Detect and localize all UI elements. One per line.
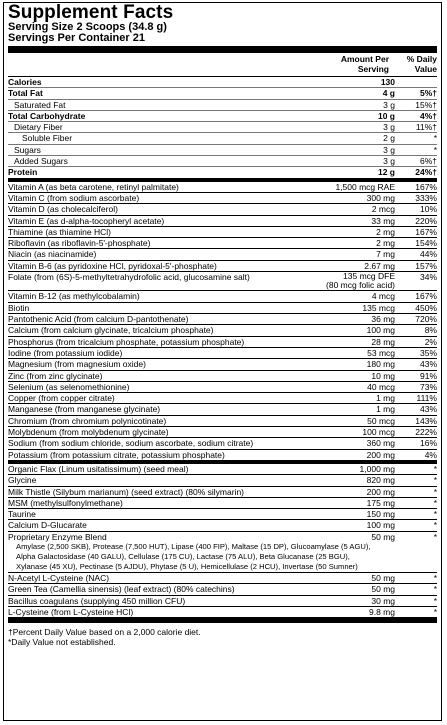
ingredient-row [8, 607, 437, 618]
vitamin-name: Niacin (as niacinamide) [8, 249, 97, 260]
ingredient-dv: * [433, 520, 437, 531]
macro-row [8, 100, 437, 111]
mineral-dv: 111% [416, 393, 437, 404]
macro-name: Sugars [14, 144, 41, 155]
mineral-amt: 180 mg [366, 359, 395, 370]
ingredient-name: Bacillus coagulans (supplying 450 million CFU) [8, 595, 186, 606]
mineral-name: Molybdenum (from molybdenum glycinate) [8, 427, 169, 438]
ingredient-amt: 50 mg [371, 572, 395, 583]
vitamin-name: Vitamin D (as cholecalciferol) [8, 204, 118, 215]
mineral-dv: 16% [419, 438, 437, 449]
mineral-row [8, 359, 437, 370]
vitamin-dv: 44% [419, 249, 437, 260]
ingredient-row [8, 487, 437, 498]
macro-dv: * [433, 144, 437, 155]
vitamin-row [8, 238, 437, 249]
macro-name: Calories [8, 77, 42, 87]
amount-per-serving-header: Amount Per Serving [340, 54, 389, 74]
macro-amt: 10 g [377, 110, 395, 121]
mineral-dv: 450% [415, 302, 437, 313]
vitamin-amt: 2 mg [376, 226, 395, 237]
mineral-row [8, 371, 437, 382]
vitamin-dv: 167% [415, 226, 437, 237]
macro-amt: 3 g [383, 99, 395, 110]
mineral-dv: 4% [424, 449, 437, 460]
ingredient-name: Green Tea (Camellia sinensis) (leaf extract) (80% catechins) [8, 584, 235, 595]
ingredient-name: Organic Flax (Linum usitatissimum) (seed meal) [8, 463, 189, 474]
macro-row [8, 88, 437, 99]
ingredient-row [8, 464, 437, 475]
mineral-name: Magnesium (from magnesium oxide) [8, 359, 146, 370]
ingredient-dv: * [433, 584, 437, 595]
daily-value-header: % Daily Value [406, 54, 437, 74]
ingredient-name: L-Cysteine (from L-Cysteine HCl) [8, 606, 134, 617]
ingredient-amt: 100 mg [366, 520, 395, 531]
mineral-dv: 2% [424, 336, 437, 347]
mineral-dv: 143% [415, 415, 437, 426]
vitamin-name: Riboflavin (as riboflavin-5'-phosphate) [8, 238, 151, 249]
ingredient-dv: * [433, 497, 437, 508]
thick-rule [8, 46, 437, 53]
mineral-amt: 100 mcg [362, 427, 395, 438]
ingredient-amt: 200 mg [366, 486, 395, 497]
supplement-facts-panel [3, 2, 442, 721]
mineral-row [8, 427, 437, 438]
mineral-name: Potassium (from potassium citrate, potassium phosphate) [8, 449, 225, 460]
column-header [8, 53, 437, 77]
mineral-amt: 135 mcg [362, 302, 395, 313]
footnote-not-established: *Daily Value not established. [8, 637, 116, 648]
ingredient-name: Taurine [8, 509, 36, 520]
mineral-row [8, 337, 437, 348]
ingredient-row [8, 520, 437, 531]
mineral-name: Pantothenic Acid (from calcium D-pantothenate) [8, 314, 189, 325]
macro-name: Saturated Fat [14, 99, 66, 110]
vitamin-name: Thiamine (as thiamine HCl) [8, 226, 111, 237]
vitamin-row [8, 227, 437, 238]
vitamin-amt: 2.67 mg [364, 260, 395, 271]
mineral-amt: 10 mg [371, 370, 395, 381]
mineral-row [8, 291, 437, 302]
vitamin-name: Vitamin B-6 (as pyridoxine HCl, pyridoxal-5'-phosphate) [8, 260, 217, 271]
mineral-name: Iodine (from potassium iodide) [8, 347, 123, 358]
vitamin-amt: 2 mg [376, 238, 395, 249]
vitamin-dv: 220% [415, 215, 437, 226]
mineral-amt: 1 mg [376, 393, 395, 404]
macro-amt: 2 g [383, 133, 395, 144]
ingredient-row [8, 475, 437, 486]
ingredient-dv: * [433, 475, 437, 486]
enzyme-blend-row: Proprietary Enzyme Blend 50 mg * [8, 531, 437, 542]
macro-amt: 12 g [377, 167, 395, 178]
vitamin-row [8, 204, 437, 215]
mineral-dv: 43% [419, 404, 437, 415]
ingredient-dv: * [433, 486, 437, 497]
mineral-amt: 1 mg [376, 404, 395, 415]
ingredient-name: Milk Thistle (Silybum marianum) (seed extract) (80% silymarin) [8, 486, 245, 497]
vitamin-amt: 33 mg [371, 215, 395, 226]
macro-name: Dietary Fiber [14, 122, 63, 133]
macro-section [8, 77, 437, 178]
footnotes [8, 623, 437, 647]
macro-amt: 130 [380, 77, 395, 87]
mineral-row [8, 416, 437, 427]
macro-amt: 3 g [383, 122, 395, 133]
vitamin-dv: 157% [415, 260, 437, 271]
vitamin-dv: 154% [415, 238, 437, 249]
macro-name: Protein [8, 167, 38, 178]
ingredient-dv: * [433, 606, 437, 617]
other-ingredients-section-2 [8, 573, 437, 618]
macro-name: Total Carbohydrate [8, 110, 86, 121]
ingredient-row [8, 584, 437, 595]
mineral-row [8, 382, 437, 393]
macro-dv: 11%† [415, 122, 437, 133]
ingredient-dv: * [433, 463, 437, 474]
mineral-section [8, 291, 437, 460]
mineral-row [8, 303, 437, 314]
mineral-name: Copper (from copper citrate) [8, 393, 115, 404]
macro-dv: 15%† [415, 99, 437, 110]
mineral-name: Chromium (from chromium polynicotinate) [8, 415, 167, 426]
vitamin-row [8, 182, 437, 193]
serving-size: Serving Size 2 Scoops (34.8 g) [8, 21, 167, 33]
mineral-amt: 40 mcg [367, 381, 395, 392]
vitamin-name: Vitamin E (as d-alpha-tocopheryl acetate) [8, 215, 165, 226]
macro-name: Added Sugars [14, 156, 68, 167]
vitamin-amt: 300 mg [366, 192, 395, 203]
ingredient-dv: * [433, 595, 437, 606]
ingredient-name: Glycine [8, 475, 37, 486]
mineral-dv: 35% [419, 347, 437, 358]
macro-row [8, 167, 437, 177]
ingredient-dv: * [433, 572, 437, 583]
macro-amt: 3 g [383, 144, 395, 155]
ingredient-amt: 50 mg [371, 584, 395, 595]
vitamin-name: Vitamin C (from sodium ascorbate) [8, 192, 140, 203]
mineral-amt: 36 mg [371, 314, 395, 325]
mineral-name: Vitamin B-12 (as methylcobalamin) [8, 291, 140, 302]
vitamin-row [8, 193, 437, 204]
mineral-dv: 222% [415, 427, 437, 438]
vitamin-name: Vitamin A (as beta carotene, retinyl palmitate) [8, 181, 179, 192]
macro-dv: 6%† [419, 156, 437, 167]
mineral-name: Selenium (as selenomethionine) [8, 381, 130, 392]
ingredient-row [8, 573, 437, 584]
servings-per-container: Servings Per Container 21 [8, 32, 145, 44]
macro-row [8, 133, 437, 144]
footnote-dv: †Percent Daily Value based on a 2,000 calorie diet. [8, 627, 201, 638]
ingredient-row [8, 596, 437, 607]
ingredient-name: MSM (methylsulfonylmethane) [8, 497, 123, 508]
mineral-name: Calcium (from calcium glycinate, tricalcium phosphate) [8, 325, 214, 336]
folate-row: Folate (from (6S)-5-methyltetrahydrofolic acid, glucosamine salt) 135 mcg DFE (80 mcg folic acid) 34% [8, 271, 437, 291]
macro-amt: 4 g [382, 88, 395, 99]
vitamin-row [8, 249, 437, 260]
vitamin-row [8, 216, 437, 227]
macro-row [8, 145, 437, 156]
ingredient-name: N-Acetyl L-Cysteine (NAC) [8, 572, 110, 583]
mineral-dv: 91% [419, 370, 437, 381]
mineral-row [8, 404, 437, 415]
mineral-name: Biotin [8, 302, 30, 313]
mineral-dv: 8% [424, 325, 437, 336]
macro-name: Total Fat [8, 88, 43, 99]
mineral-dv: 43% [419, 359, 437, 370]
ingredient-amt: 30 mg [371, 595, 395, 606]
mineral-dv: 720% [415, 314, 437, 325]
vitamin-dv: 333% [415, 192, 437, 203]
ingredient-dv: * [433, 509, 437, 520]
mineral-amt: 50 mcg [367, 415, 395, 426]
mineral-amt: 200 mg [366, 449, 395, 460]
macro-row [8, 156, 437, 167]
vitamin-amt: 2 mcg [371, 204, 395, 215]
vitamin-amt: 1,500 mcg RAE [335, 181, 395, 192]
vitamin-section [8, 182, 437, 272]
mineral-amt: 4 mcg [371, 291, 395, 302]
ingredient-row [8, 498, 437, 509]
macro-dv: 24%† [415, 167, 437, 178]
mineral-name: Phosphorus (from tricalcium phosphate, potassium phosphate) [8, 336, 245, 347]
vitamin-dv: 167% [415, 181, 437, 192]
ingredient-amt: 1,000 mg [359, 463, 395, 474]
ingredient-amt: 9.8 mg [369, 606, 395, 617]
mineral-amt: 100 mg [366, 325, 395, 336]
ingredient-name: Calcium D-Glucarate [8, 520, 87, 531]
macro-dv: * [433, 133, 437, 144]
ingredient-amt: 150 mg [366, 509, 395, 520]
mineral-dv: 167% [415, 291, 437, 302]
other-ingredients-section [8, 464, 437, 532]
mineral-dv: 73% [419, 381, 437, 392]
mineral-row [8, 348, 437, 359]
macro-row [8, 77, 437, 88]
mineral-name: Sodium (from sodium chloride, sodium ascorbate, sodium citrate) [8, 438, 254, 449]
mineral-row [8, 438, 437, 449]
macro-dv: 4%† [419, 110, 437, 121]
panel-title: Supplement Facts [8, 2, 174, 23]
macro-dv: 5%† [419, 88, 437, 99]
ingredient-row [8, 509, 437, 520]
mineral-amt: 28 mg [371, 336, 395, 347]
mineral-row [8, 325, 437, 336]
ingredient-amt: 175 mg [366, 497, 395, 508]
macro-row [8, 111, 437, 122]
vitamin-dv: 10% [419, 204, 437, 215]
mineral-row [8, 393, 437, 404]
mineral-row [8, 314, 437, 325]
mineral-name: Manganese (from manganese glycinate) [8, 404, 161, 415]
vitamin-amt: 7 mg [376, 249, 395, 260]
mineral-name: Zinc (from zinc glycinate) [8, 370, 103, 381]
mineral-amt: 360 mg [366, 438, 395, 449]
mineral-row [8, 450, 437, 461]
macro-name: Soluble Fiber [22, 133, 73, 144]
ingredient-amt: 820 mg [366, 475, 395, 486]
enzyme-blend-list: Amylase (2,500 SKB), Protease (7,500 HUT), Lipase (400 FIP), Maltase (15 DP), Glucoamylase (5 AGU), Alpha Galactosidase (40 GALU), Cellulase (175 CU), Lactase (75 ALU), Beta Glucanase (25 BGU), Xylanase (45 XU), Pectinase (5 AJDU), Phytase (5 U), Hemicellulase (2 HCU), Invertase (50 Sumner) [8, 542, 437, 573]
mineral-amt: 53 mcg [367, 347, 395, 358]
macro-amt: 3 g [383, 156, 395, 167]
macro-row [8, 122, 437, 133]
